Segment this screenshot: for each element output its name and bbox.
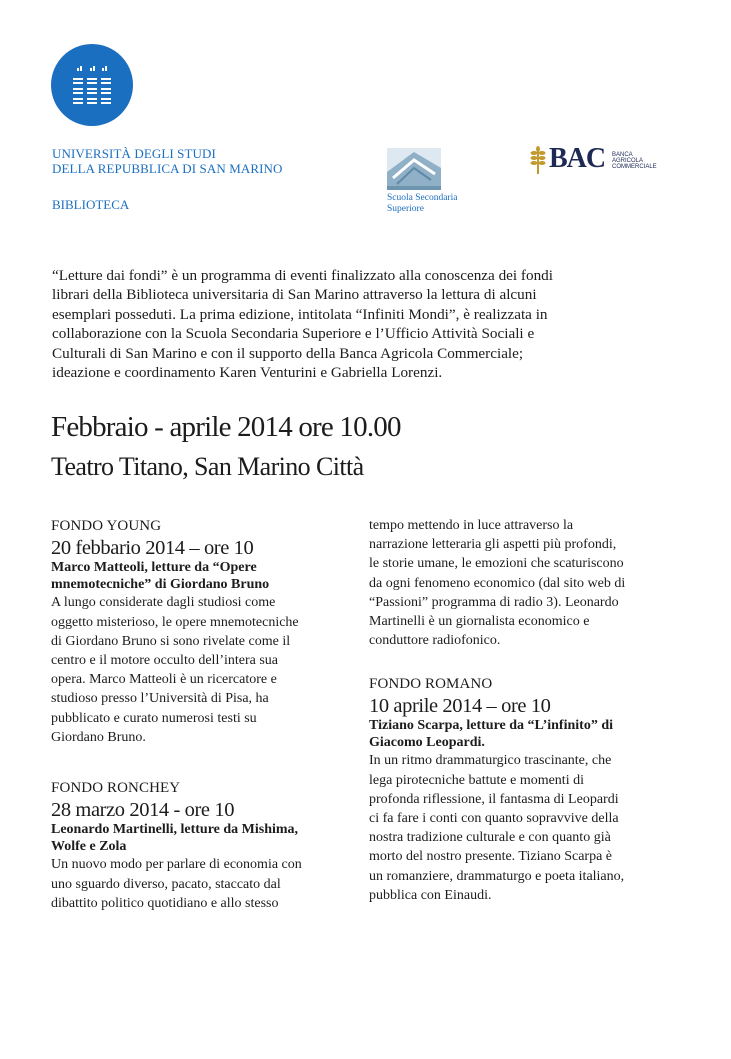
bank-name-small [612,152,657,170]
event-body-line: lega pirotecniche battute e momenti di [369,772,584,788]
event-romano [369,675,624,905]
bank-small-line3: COMMERCIALE [612,164,657,170]
intro-line: librari della Biblioteca universitaria di San Marino attraverso la lettura di alcuni [52,286,537,304]
event-body-line: di Giordano Bruno si sono rivelate come il [51,633,291,649]
event-body-line: tempo mettendo in luce attraverso la [369,518,574,533]
event-body-line: dibattito politico quotidiano e allo stesso [51,895,279,911]
event-date: 20 febbario 2014 – ore 10 [51,537,254,560]
university-name [52,146,283,176]
department-label: BIBLIOTECA [52,197,130,212]
university-name-line1: UNIVERSITÀ DEGLI STUDI [52,146,216,161]
event-body-line: studioso presso l’Università di Pisa, ha [51,691,269,707]
headline-dates: Febbraio - aprile 2014 ore 10.00 [51,411,401,443]
event-ronchey [51,779,302,913]
event-body-line: morto del nostro presente. Tiziano Scarpa è [369,849,613,865]
school-caption-line2: Superiore [387,204,424,214]
event-reader-line: Giacomo Leopardi. [369,735,485,751]
event-body-line: narrazione letteraria gli aspetti più profondi, [369,537,617,553]
event-reader-line: Tiziano Scarpa, letture da “L’infinito” di [369,718,613,734]
bank-small-line1: BANCA [612,152,633,158]
fondo-label: FONDO ROMANO [369,676,493,692]
school-building-icon [387,148,441,190]
bank-wordmark: BAC [549,143,606,174]
intro-line: collaborazione con la Scuola Secondaria Superiore e l’Ufficio Attività Sociali e [52,325,535,343]
event-date: 28 marzo 2014 - ore 10 [51,799,235,822]
event-body-line: le storie umane, le emozioni che scaturiscono [369,556,624,572]
fondo-label: FONDO RONCHEY [51,780,181,796]
intro-paragraph [52,266,652,382]
university-name-line2: DELLA REPUBBLICA DI SAN MARINO [52,161,283,176]
school-logo [387,148,441,190]
event-body-line: oggetto misterioso, le opere mnemotecniche [51,614,299,630]
event-body-line: In un ritmo drammaturgico trascinante, che [369,753,612,769]
event-body-line: un romanziere, drammaturgo e poeta italiano, [369,868,625,884]
event-body-line: da ogni fenomeno economico (dal sito web di [369,575,626,591]
headline-venue: Teatro Titano, San Marino Città [51,452,364,481]
event-body-line: Giordano Bruno. [51,729,146,745]
university-logo [51,44,133,126]
event-body-line: “Passioni” programma di radio 3). Leonardo [369,594,619,610]
event-body-line: profonda riflessione, il fantasma di Leopardi [369,791,619,807]
intro-line: “Letture dai fondi” è un programma di eventi finalizzato alla conoscenza dei fondi [52,267,553,284]
event-body-line: pubblica con Einaudi. [369,887,492,903]
wheat-icon [528,146,548,174]
school-caption [387,193,457,215]
event-reader-line: Wolfe e Zola [51,839,127,855]
event-body-line: centro e il motore occulto dell’intera sua [51,653,279,669]
event-body-line: ci fa fare i conti con quanto sopravvive della [369,811,619,827]
event-body-line: pubblicato e curato numerosi testi su [51,710,257,726]
intro-line: esemplari posseduti. La prima edizione, intitolata “Infiniti Mondi”, è realizzata in [52,305,548,323]
intro-line: Culturali di San Marino e con il supporto della Banca Agricola Commerciale; [52,344,524,362]
event-body-line: opera. Marco Matteoli è un ricercatore e [51,672,277,688]
event-body-line: nostra tradizione culturale e con quanto già [369,830,611,846]
event-body-line: Un nuovo modo per parlare di economia con [51,857,302,873]
school-caption-line1: Scuola Secondaria [387,193,458,203]
event-date: 10 aprile 2014 – ore 10 [369,695,551,718]
intro-line: ideazione e coordinamento Karen Venturini e Gabriella Lorenzi. [52,364,443,382]
event-ronchey-continued [369,516,625,650]
university-crest-icon [51,44,133,126]
event-young [51,517,299,747]
event-body-line: uno sguardo diverso, pacato, staccato dal [51,876,281,892]
event-reader-line: Marco Matteoli, letture da “Opere [51,560,257,576]
event-reader-line: Leonardo Martinelli, letture da Mishima, [51,822,299,838]
event-body-line: A lungo considerate dagli studiosi come [51,595,276,611]
fondo-label: FONDO YOUNG [51,518,162,534]
event-body-line: Martinelli è un giornalista economico e [369,614,590,630]
event-reader-line: mnemotecniche” di Giordano Bruno [51,577,270,593]
bank-small-line2: AGRICOLA [612,158,644,164]
bank-logo [528,143,658,176]
event-body-line: conduttore radiofonico. [369,633,501,649]
